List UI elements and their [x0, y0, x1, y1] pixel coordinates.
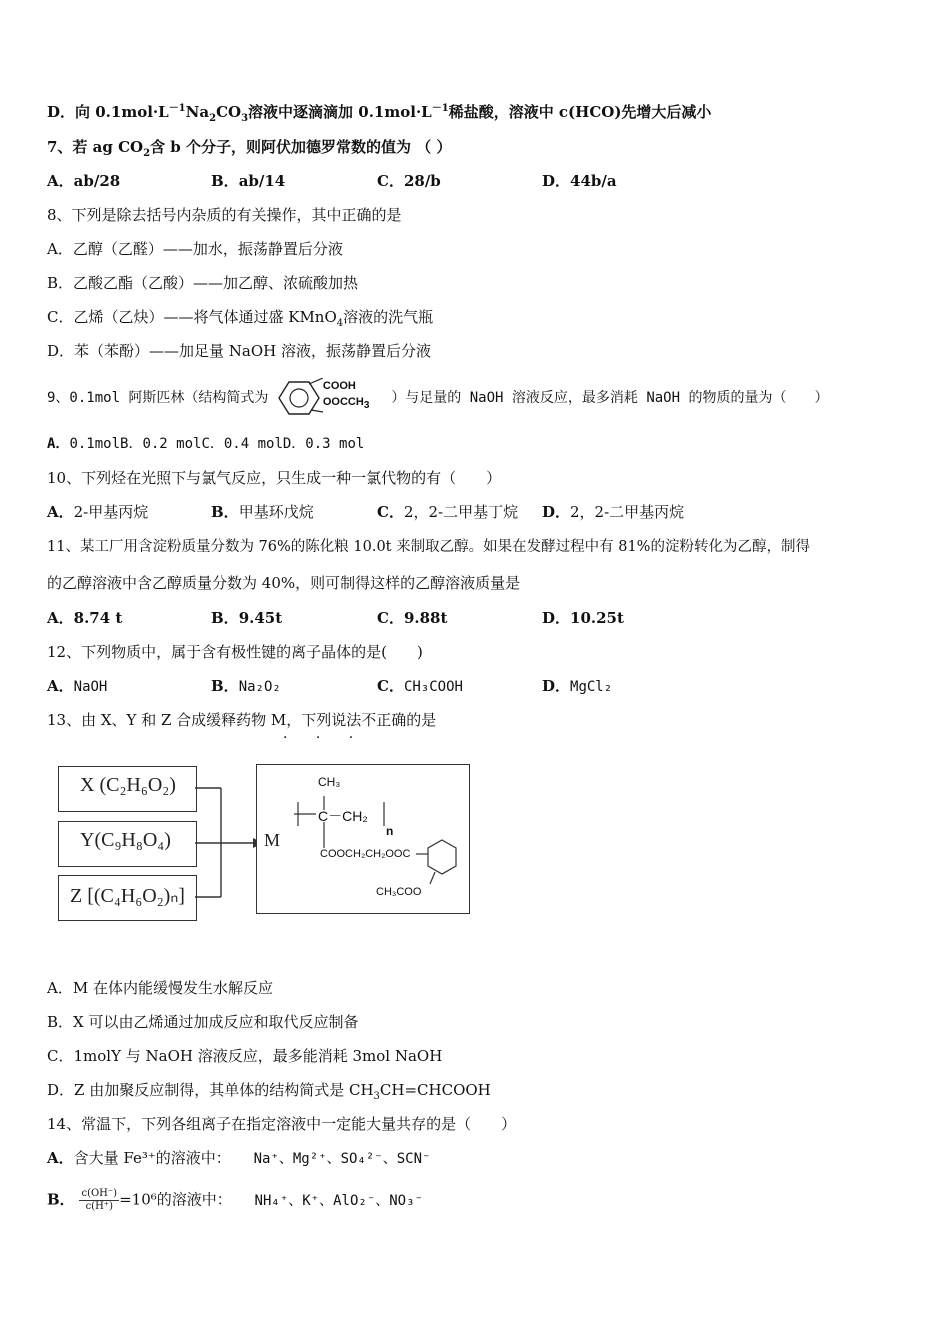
q8-option-c: C．乙烯（乙炔）——将气体通过盛 KMnO$_4$溶液的洗气瓶 [47, 308, 434, 329]
q13-stem: 13、由 X、Y 和 Z 合成缓释药物 M，下列说法不正确的是 [47, 711, 437, 729]
emphasis-dots: · · · [283, 730, 366, 746]
merge-arrow-icon [195, 780, 265, 940]
q13-option-b: B．X 可以由乙烯通过加成反应和取代反应制备 [47, 1013, 359, 1031]
q7-option-d: D．44b/a [542, 172, 617, 190]
benzene-ring-icon [277, 378, 323, 418]
label-z: Z [(C₄H₆O₂)ₙ] [70, 885, 185, 907]
q13-option-a: A．M 在体内能缓慢发生水解反应 [47, 979, 273, 997]
label-x: X (C₂H₆O₂) [80, 774, 176, 796]
q13-option-c: C．1molY 与 NaOH 溶液反应，最多能消耗 3mol NaOH [47, 1047, 443, 1065]
q8-option-a: A．乙醇（乙醛）——加水，振荡静置后分液 [47, 240, 343, 258]
q12-option-a: A．NaOH [47, 677, 108, 695]
hydroxide-ratio-fraction: $\frac{c(OH^-)}{c(H^+)}$ [81, 1188, 118, 1212]
q7-option-a: A．ab/28 [47, 172, 121, 190]
q7-option-b: B．ab/14 [211, 172, 286, 190]
q10-stem: 10、下列烃在光照下与氯气反应，只生成一种一氯代物的有（ ） [47, 469, 502, 487]
q10-option-b: B．甲基环戊烷 [211, 503, 314, 521]
q11-option-a: A．8.74 t [47, 609, 123, 627]
q14-option-b: B． $\frac{c(OH^-)}{c(H^+)}$ =10⁶的溶液中： NH₄⁺、K⁺、AlO₂⁻、NO₃⁻ [47, 1188, 423, 1212]
label-m: M [264, 830, 281, 850]
q9-options: A．0.1molB．0.2 molC．0.4 molD．0.3 mol [47, 436, 365, 452]
q10-option-a: A．2-甲基丙烷 [47, 503, 149, 521]
q14-option-a: A．含大量 Fe³⁺的溶液中： Na⁺、Mg²⁺、SO₄²⁻、SCN⁻ [47, 1149, 431, 1167]
label-y: Y(C₉H₈O₄) [80, 829, 171, 851]
q7-stem: 7、若 ag $CO_2$含 b 个分子，则阿伏加德罗常数的值为 （ ） [47, 138, 452, 159]
q11-option-b: B．9.45t [211, 609, 283, 627]
q6-option-d: D．向 $0.1mol\cdot L^{-1}Na_2CO_3$溶液中逐滴滴加 $0.1mol\cdot L^{-1}$稀盐酸，溶液中 c(HCO)先增大后减小 [47, 103, 712, 124]
q11-stem-line2: 的乙醇溶液中含乙醇质量分数为 40%，则可制得这样的乙醇溶液质量是 [47, 574, 521, 592]
q14-stem: 14、常温下，下列各组离子在指定溶液中一定能大量共存的是（ ） [47, 1115, 517, 1133]
q11-stem-line1: 11、某工厂用含淀粉质量分数为 76%的陈化粮 10.0t 来制取乙醇。如果在发酵过程中有 81%的淀粉转化为乙醇，制得 [47, 539, 810, 555]
q11-option-d: D．10.25t [542, 609, 624, 627]
q12-stem: 12、下列物质中，属于含有极性键的离子晶体的是( ) [47, 643, 423, 661]
q13-option-d: D．Z 由加聚反应制得，其单体的结构简式是 $CH_3CH=CHCOOH$ [47, 1081, 491, 1102]
aspirin-structure: COOH $OOCCH_3$ [277, 388, 383, 408]
q12-option-c: C．CH₃COOH [377, 677, 463, 695]
q11-option-c: C．9.88t [377, 609, 448, 627]
q12-option-b: B．Na₂O₂ [211, 677, 281, 695]
q8-option-d: D．苯（苯酚）——加足量 NaOH 溶液，振荡静置后分液 [47, 342, 432, 360]
q7-option-c: C．28/b [377, 172, 441, 190]
q10-option-d: D．2，2-二甲基丙烷 [542, 503, 685, 521]
q12-option-d: D．MgCl₂ [542, 677, 613, 695]
q8-option-b: B．乙酸乙酯（乙酸）——加乙醇、浓硫酸加热 [47, 274, 359, 292]
q10-option-c: C．2，2-二甲基丁烷 [377, 503, 519, 521]
q9-stem: 9、0.1mol 阿斯匹林（结构简式为 COOH $OOCCH_3$ ）与足量的 NaOH 溶液反应，最多消耗 NaOH 的物质的量为（ ） [47, 388, 828, 408]
q8-stem: 8、下列是除去括号内杂质的有关操作，其中正确的是 [47, 206, 402, 224]
